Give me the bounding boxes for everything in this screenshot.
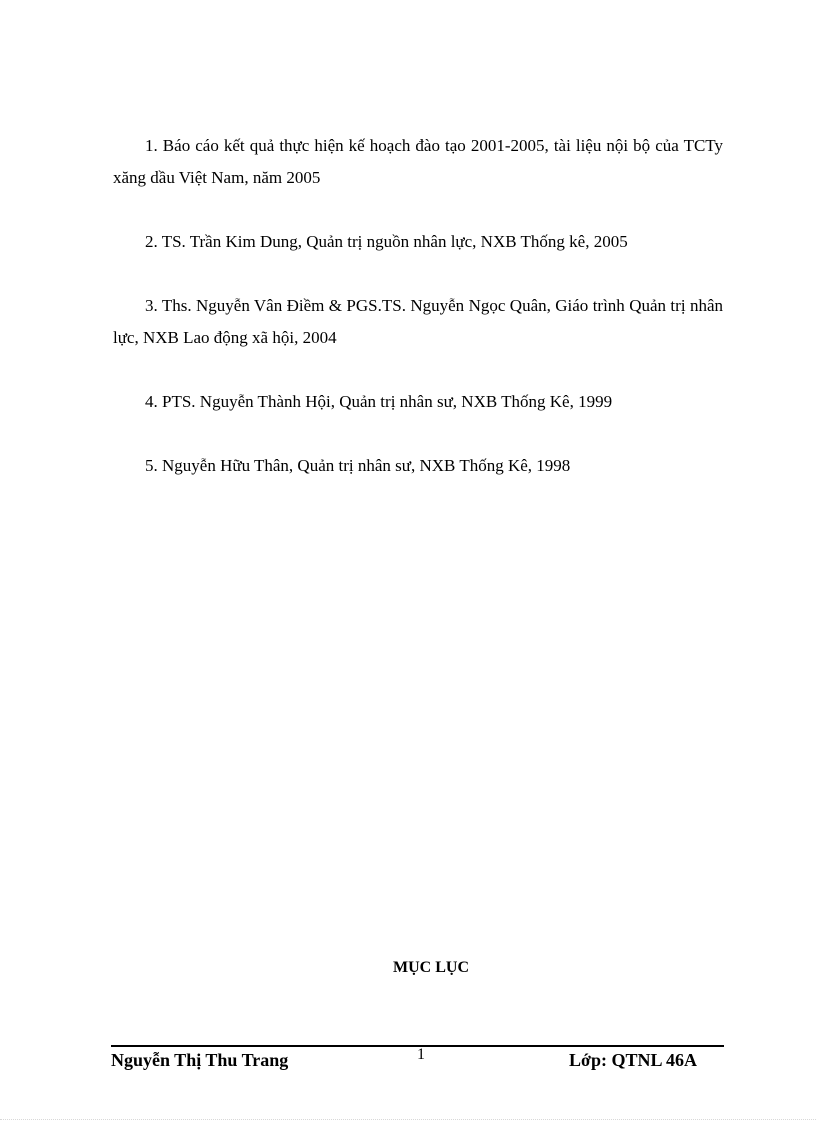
reference-item-4: 4. PTS. Nguyễn Thành Hội, Quản trị nhân sư, NXB Thống Kê, 1999 <box>145 392 613 411</box>
footer-author: Nguyễn Thị Thu Trang <box>111 1050 289 1070</box>
table-of-contents-heading: MỤC LỤC <box>393 959 469 976</box>
page-bottom-edge <box>0 1119 816 1120</box>
reference-item-5: 5. Nguyễn Hữu Thân, Quản trị nhân sư, NXB Thống Kê, 1998 <box>145 456 571 475</box>
reference-item-2: 2. TS. Trần Kim Dung, Quản trị nguồn nhân lực, NXB Thống kê, 2005 <box>145 232 628 251</box>
page-footer <box>111 1046 724 1080</box>
footer-page-number: 1 <box>417 1046 425 1063</box>
footer-class-label: Lớp: QTNL 46A <box>569 1050 697 1070</box>
reference-item-1: 1. Báo cáo kết quả thực hiện kế hoạch đào tạo 2001-2005, tài liệu nội bộ của TCTy xăng dầu Việt Nam, năm 2005 <box>113 136 723 187</box>
reference-item-3: 3. Ths. Nguyễn Vân Điềm & PGS.TS. Nguyễn Ngọc Quân, Giáo trình Quản trị nhân lực, NXB Lao động xã hội, 2004 <box>113 296 723 347</box>
reference-list <box>113 130 723 514</box>
